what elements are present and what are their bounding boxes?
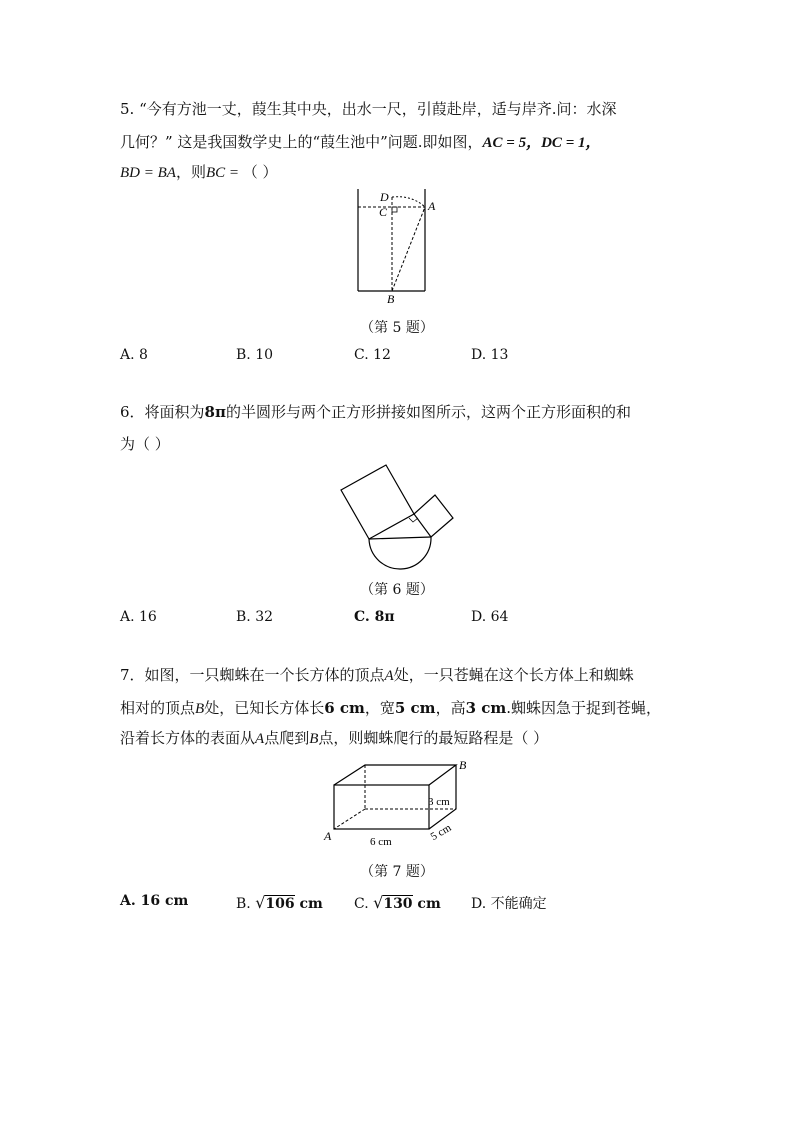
q7-front-face <box>334 785 429 829</box>
q7-text-line1 <box>120 664 634 685</box>
sqrt-icon: √ <box>255 893 266 912</box>
q5-given-values: AC = 5，DC = 1， <box>482 135 601 151</box>
q6-area-value: 8π <box>204 403 226 421</box>
q5-option-a[interactable]: A. 8 <box>120 347 148 363</box>
q5-label-b: B <box>387 292 395 306</box>
q7-label-b: B <box>459 758 467 772</box>
q7-option-c-unit: cm <box>412 896 441 912</box>
q5-text-line3 <box>120 161 278 182</box>
q5-figure <box>350 185 440 310</box>
q7-hidden-edge-depth <box>334 809 365 829</box>
q7-label-height: 3 cm <box>428 796 450 808</box>
q7-line2-point-b: B <box>195 701 205 717</box>
q6-text-post: 的半圆形与两个正方形拼接如图所示，这两个正方形面积的和 <box>225 403 631 421</box>
q5-label-c: C <box>379 205 388 219</box>
q7-length-value: 6 cm <box>324 699 365 717</box>
q5-caption: （第 5 题） <box>360 320 434 336</box>
q7-text-line2 <box>120 697 661 718</box>
q5-arc-da <box>392 197 425 207</box>
q7-line1-point-a: A <box>384 668 394 684</box>
q6-semicircle-diameter <box>369 537 431 539</box>
q7-text-line3 <box>120 727 548 748</box>
q6-small-square <box>414 495 453 537</box>
q6-option-d[interactable]: D. 64 <box>471 609 509 625</box>
q6-figure <box>335 460 465 570</box>
q5-text-line2-main: 几何？” 这是我国数学史上的“葭生池中”问题.即如图， <box>120 133 483 151</box>
q7-line3-mid: 点爬到 <box>264 729 310 747</box>
q7-line1-post: 处，一只苍蝇在这个长方体上和蜘蛛 <box>393 666 634 684</box>
q7-label-length: 6 cm <box>370 836 392 848</box>
q5-condition: BD = BA <box>120 165 176 181</box>
q6-large-square <box>341 465 414 539</box>
q5-label-a: A <box>428 199 436 213</box>
q7-option-b-prefix: B. <box>236 896 256 912</box>
q5-answer-paren: （ ） <box>242 163 278 181</box>
q7-top-face <box>334 765 456 785</box>
q7-line2-mid2: ，宽 <box>364 699 395 717</box>
q5-option-c[interactable]: C. 12 <box>354 347 391 363</box>
q5-then: ，则 <box>175 163 206 181</box>
q7-figure <box>320 755 470 855</box>
q7-line2-mid3: ，高 <box>435 699 466 717</box>
q5-label-d: D <box>380 190 389 204</box>
q6-option-c[interactable]: C. 8π <box>354 609 395 625</box>
q5-text-line2 <box>120 131 601 152</box>
q6-text-line2: 为（ ） <box>120 435 170 453</box>
q7-option-c[interactable] <box>354 893 441 912</box>
q6-semicircle-arc <box>369 537 431 569</box>
q7-line3-point-a: A <box>255 731 265 747</box>
q5-text-line1: 5. “今有方池一丈，葭生其中央，出水一尺，引葭赴岸，适与岸齐.问：水深 <box>120 100 617 118</box>
sqrt-icon: √ <box>373 893 384 912</box>
q7-line3-post: 点，则蜘蛛爬行的最短路程是（ ） <box>318 729 549 747</box>
q7-height-value: 3 cm <box>465 699 507 717</box>
q5-option-b[interactable]: B. 10 <box>236 347 274 363</box>
q7-line3-point-b: B <box>309 731 319 747</box>
q5-question-expr: BC = <box>205 165 243 181</box>
q7-line3-pre: 沿着长方体的表面从 <box>120 729 256 747</box>
q7-option-a[interactable]: A. 16 cm <box>120 893 189 909</box>
q6-text-pre: 6．将面积为 <box>120 403 205 421</box>
q7-line2-post: .蜘蛛因急于捉到苍蝇， <box>506 699 662 717</box>
q7-option-b-unit: cm <box>294 896 323 912</box>
q5-right-angle <box>392 207 397 212</box>
q7-option-c-radicand: 130 <box>383 896 413 912</box>
q6-text-line1 <box>120 401 631 422</box>
q6-option-a[interactable]: A. 16 <box>120 609 157 625</box>
q5-segment-ba <box>392 207 425 291</box>
q6-right-angle <box>409 518 418 522</box>
q7-option-b-radicand: 106 <box>265 896 295 912</box>
q7-width-value: 5 cm <box>394 699 436 717</box>
q7-option-d[interactable]: D. 不能确定 <box>471 896 547 912</box>
q7-option-b[interactable] <box>236 893 323 912</box>
q7-label-a: A <box>324 829 332 843</box>
q6-caption: （第 6 题） <box>360 582 434 598</box>
q5-option-d[interactable]: D. 13 <box>471 347 509 363</box>
q7-line2-pre: 相对的顶点 <box>120 699 196 717</box>
q7-line2-mid1: 处，已知长方体长 <box>204 699 325 717</box>
q7-label-width: 5 cm <box>428 821 454 844</box>
q7-caption: （第 7 题） <box>360 864 434 880</box>
q6-option-b[interactable]: B. 32 <box>236 609 274 625</box>
q7-line1-pre: 7．如图，一只蜘蛛在一个长方体的顶点 <box>120 666 385 684</box>
q7-option-c-prefix: C. <box>354 896 374 912</box>
